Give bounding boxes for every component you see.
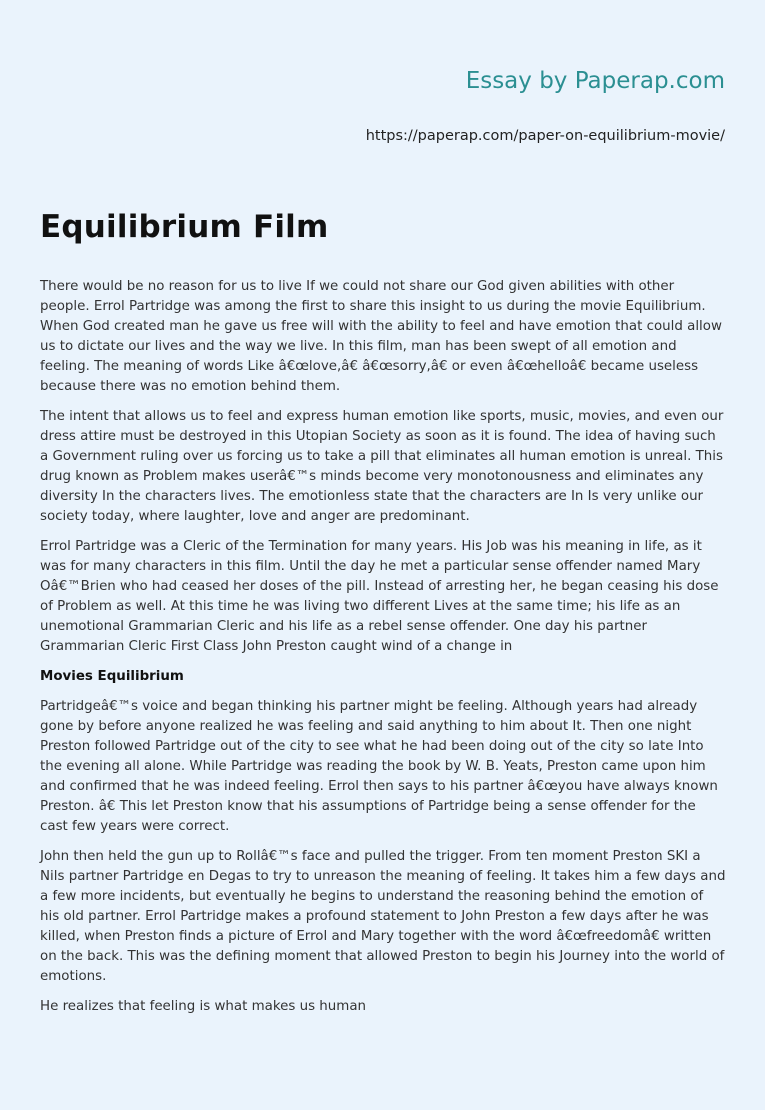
essay-body [40,277,726,1027]
paragraph: He realizes that feeling is what makes us human [40,999,367,1014]
paragraph: Errol Partridge was a Cleric of the Termination for many years. His Job was his meaning in life, as it was for many characters in this film. Until the day he met a particular sense offender named Mary Oâ€™Brien who had ceased her doses of the pill. Instead of arresting her, he began ceasing his dose of Problem as well. At this time he was living two different Lives at the same time; his life as an unemotional Grammarian Cleric and his life as a rebel sense offender. One day his partner Grammarian Cleric First Class John Preston caught wind of a change in [40,539,719,654]
site-brand[interactable]: Essay by Paperap.com [465,68,725,94]
paragraph: John then held the gun up to Rollâ€™s face and pulled the trigger. From ten moment Preston SKI a Nils partner Partridge en Degas to try to unreason the meaning of feeling. It takes him a few days and a few more incidents, but eventually he begins to understand the reasoning behind the emotion of his old partner. Errol Partridge makes a profound statement to John Preston a few days after he was killed, when Preston finds a picture of Errol and Mary together with the word â€œfreedomâ€ written on the back. This was the defining moment that allowed Preston to begin his Journey into the world of emotions. [40,849,726,984]
paragraph: Partridgeâ€™s voice and began thinking his partner might be feeling. Although years had already gone by before anyone realized he was feeling and said anything to him about It. Then one night Preston followed Partridge out of the city to see what he had been doing out of the city so late Into the evening all alone. While Partridge was reading the book by W. B. Yeats, Preston came upon him and confirmed that he was indeed feeling. Errol then says to his partner â€œyou have always known Preston. â€ This let Preston know that his assumptions of Partridge being a sense offender for the cast few years were correct. [40,699,718,834]
paragraph: There would be no reason for us to live If we could not share our God given abilities with other people. Errol Partridge was among the first to share this insight to us during the movie Equilibrium. When God created man he gave us free will with the ability to feel and have emotion that could allow us to dictate our lives and the way we live. In this film, man has been swept of all emotion and feeling. The meaning of words Like â€œlove,â€ â€œsorry,â€ or even â€œhelloâ€ became useless because there was no emotion behind them. [40,279,722,394]
source-url[interactable]: https://paperap.com/paper-on-equilibrium-movie/ [365,128,725,144]
section-heading: Movies Equilibrium [40,669,184,684]
paragraph: The intent that allows us to feel and express human emotion like sports, music, movies, and even our dress attire must be destroyed in this Utopian Society as soon as it is found. The idea of having such a Government ruling over us forcing us to take a pill that eliminates all human emotion is unreal. This drug known as Problem makes userâ€™s minds become very monotonousness and eliminates any diversity In the characters lives. The emotionless state that the characters are In Is very unlike our society today, where laughter, love and anger are predominant. [40,409,724,524]
essay-title: Equilibrium Film [40,209,329,245]
